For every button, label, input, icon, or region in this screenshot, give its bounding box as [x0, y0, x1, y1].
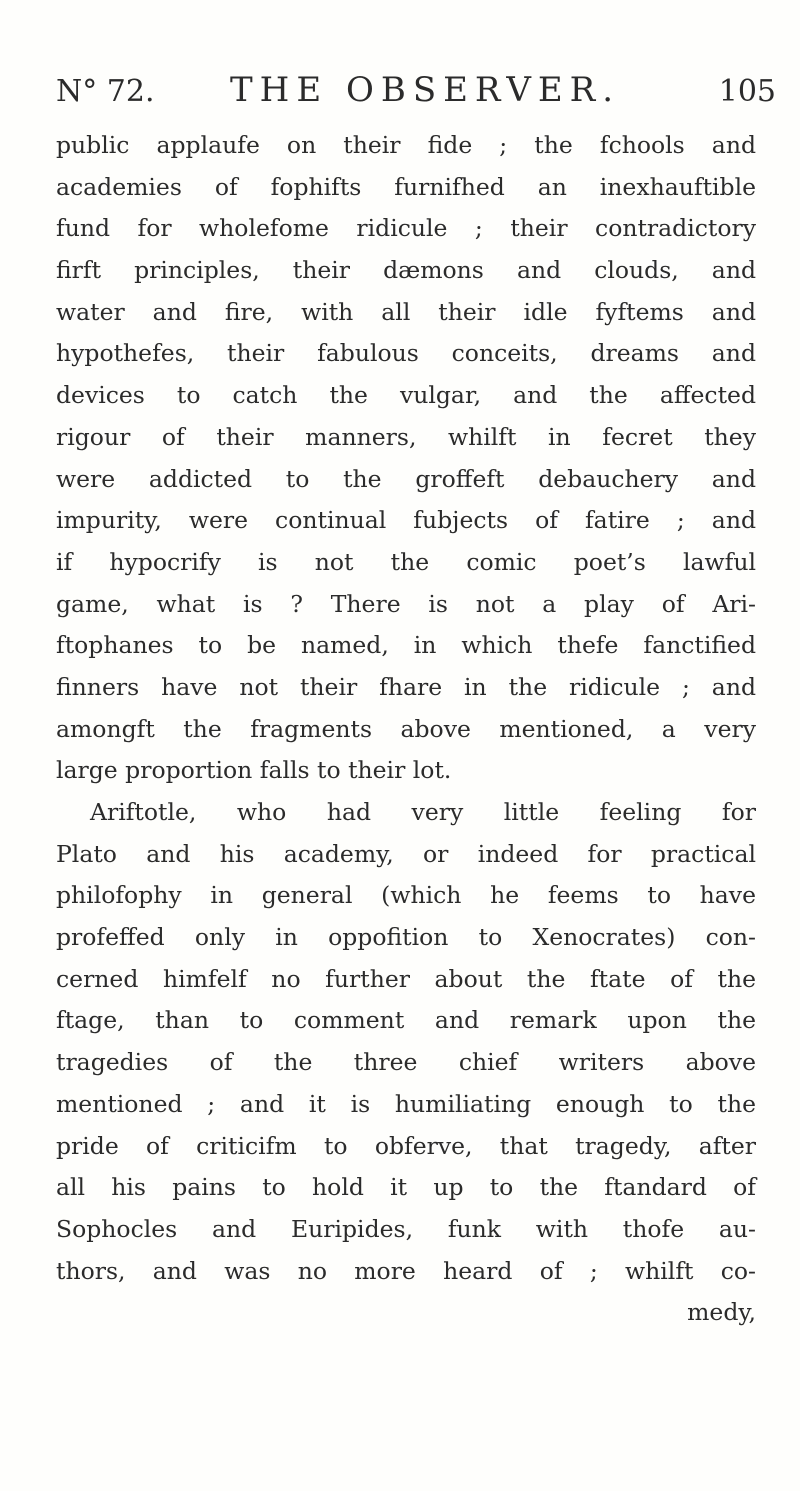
issue-number: N° 72.	[56, 74, 155, 109]
text-line: Sophocles and Euripides, funk with thofe au-	[56, 1214, 756, 1243]
text-line: rigour of their manners, whilft in fecret they	[56, 422, 756, 451]
body-text	[56, 125, 756, 1334]
text-line: hypothefes, their fabulous conceits, dreams and	[56, 339, 756, 368]
text-line: all his pains to hold it up to the ftandard of	[56, 1173, 756, 1202]
text-line: if hypocrify is not the comic poet’s lawful	[56, 547, 756, 576]
text-line: devices to catch the vulgar, and the affected	[56, 381, 756, 410]
text-line: philofophy in general (which he feems to have	[56, 881, 756, 910]
text-line: pride of criticifm to obferve, that tragedy, after	[56, 1131, 756, 1160]
text-line: were addicted to the groffeft debauchery and	[56, 464, 756, 493]
text-line: cerned himfelf no further about the ftate of the	[56, 964, 756, 993]
text-line: impurity, were continual fubjects of fatire ; and	[56, 506, 756, 535]
catchword: medy,	[687, 1298, 756, 1327]
paragraph-end-line: large proportion falls to their lot.	[56, 756, 452, 785]
text-line: fund for wholefome ridicule ; their contradictory	[56, 214, 756, 243]
text-line: ftophanes to be named, in which thefe fanctified	[56, 631, 756, 660]
text-line: mentioned ; and it is humiliating enough to the	[56, 1089, 756, 1118]
text-line: tragedies of the three chief writers above	[56, 1048, 756, 1077]
running-head	[56, 66, 776, 116]
paragraph-start-line: Ariftotle, who had very little feeling for	[90, 798, 756, 826]
text-line: firft principles, their dæmons and clouds, and	[56, 256, 756, 285]
text-line: thors, and was no more heard of ; whilft co-	[56, 1256, 756, 1285]
text-line: amongft the fragments above mentioned, a very	[56, 714, 756, 743]
running-title: THE OBSERVER.	[230, 70, 621, 110]
text-line: public applaufe on their fide ; the fchools and	[56, 131, 756, 159]
text-line: Plato and his academy, or indeed for practical	[56, 839, 756, 868]
text-line: finners have not their fhare in the ridicule ; and	[56, 672, 756, 701]
text-line: game, what is ? There is not a play of Ari-	[56, 589, 756, 618]
text-line: water and fire, with all their idle fyftems and	[56, 297, 756, 326]
text-line: academies of fophifts furnifhed an inexhauftible	[56, 172, 756, 201]
text-line: ftage, than to comment and remark upon the	[56, 1006, 756, 1035]
page-number: 105	[718, 74, 776, 109]
text-line: profeffed only in oppofition to Xenocrates) con-	[56, 923, 756, 952]
